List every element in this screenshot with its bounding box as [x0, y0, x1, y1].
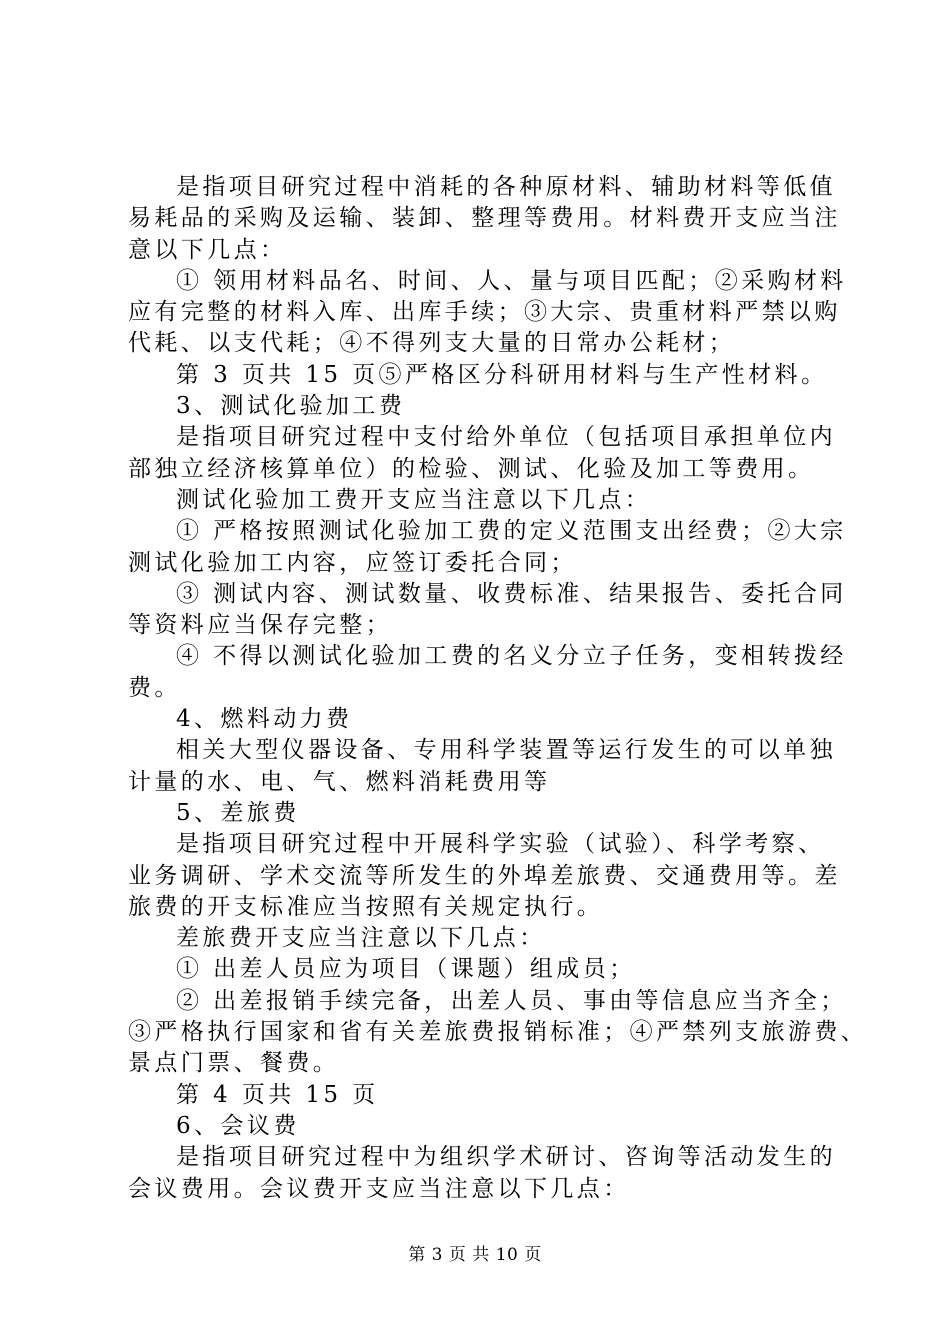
text-line: 6、会议费: [176, 1112, 300, 1139]
text-line: 测试化验加工费开支应当注意以下几点：: [176, 486, 652, 513]
text-line: 意以下几点：: [128, 236, 287, 263]
text-line: 第 3 页共 15 页⑤严格区分科研用材料与生产性材料。: [176, 361, 828, 388]
document-body: [128, 172, 868, 1205]
text-line: 部独立经济核算单位）的检验、测试、化验及加工等费用。: [128, 455, 815, 482]
text-line: ① 领用材料品名、时间、人、量与项目匹配；②采购材料: [176, 267, 847, 294]
text-line: 第 4 页共 15 页: [176, 1081, 379, 1108]
text-line: 是指项目研究过程中消耗的各种原材料、辅助材料等低值: [176, 174, 836, 200]
text-line: 会议费用。会议费开支应当注意以下几点：: [128, 1175, 630, 1202]
text-line: 相关大型仪器设备、专用科学装置等运行发生的可以单独: [176, 737, 836, 764]
text-line: 4、燃料动力费: [176, 706, 353, 733]
text-line: 测试化验加工内容，应签订委托合同；: [128, 549, 577, 576]
text-line: ① 严格按照测试化验加工费的定义范围支出经费；②大宗: [176, 518, 847, 545]
text-line: ④ 不得以测试化验加工费的名义分立子任务，变相转拨经: [176, 643, 847, 670]
text-line: 3、测试化验加工费: [176, 393, 406, 420]
text-line: ③严格执行国家和省有关差旅费报销标准；④严禁列支旅游费、: [128, 1019, 868, 1046]
text-line: 等资料应当保存完整；: [128, 612, 392, 639]
text-line: 应有完整的材料入库、出库手续；③大宗、贵重材料严禁以购: [128, 299, 841, 326]
text-line: ② 出差报销手续完备，出差人员、事由等信息应当齐全；: [176, 987, 847, 1014]
text-line: 5、差旅费: [176, 799, 300, 826]
text-line: 易耗品的采购及运输、装卸、整理等费用。材料费开支应当注: [128, 205, 841, 232]
text-line: 费。: [128, 674, 181, 701]
page-footer: 第 3 页 共 10 页: [408, 1245, 542, 1265]
text-line: 代耗、以支代耗；④不得列支大量的日常办公耗材；: [128, 330, 736, 357]
text-line: 景点门票、餐费。: [128, 1050, 340, 1077]
text-line: 旅费的开支标准应当按照有关规定执行。: [128, 893, 604, 920]
text-line: 业务调研、学术交流等所发生的外埠差旅费、交通费用等。差: [128, 862, 841, 889]
text-line: 是指项目研究过程中支付给外单位（包括项目承担单位内: [176, 424, 836, 451]
text-line: 是指项目研究过程中为组织学术研讨、咨询等活动发生的: [176, 1144, 836, 1171]
text-line: ① 出差人员应为项目（课题）组成员；: [176, 956, 636, 983]
text-line: 是指项目研究过程中开展科学实验（试验）、科学考察、: [176, 831, 825, 858]
text-line: 计量的水、电、气、燃料消耗费用等: [128, 768, 551, 795]
text-line: 差旅费开支应当注意以下几点：: [176, 925, 546, 952]
text-line: ③ 测试内容、测试数量、收费标准、结果报告、委托合同: [176, 580, 847, 607]
